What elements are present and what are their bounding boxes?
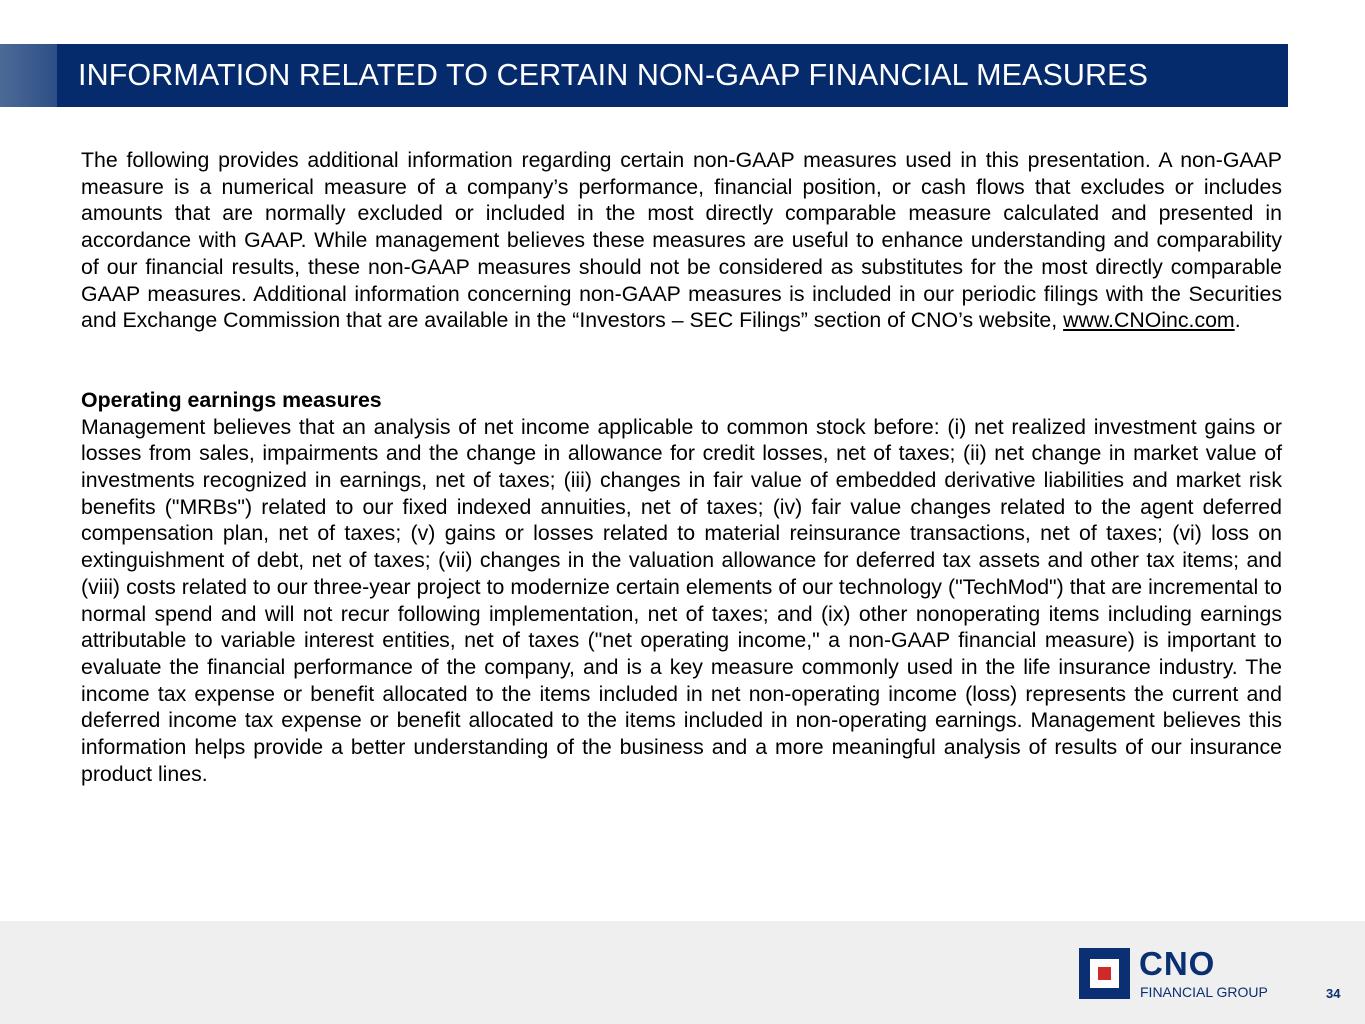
website-link[interactable]: www.CNOinc.com [1063, 308, 1235, 333]
page-number: 34 [1326, 986, 1341, 1001]
logo-name: CNO [1139, 945, 1216, 982]
logo-subtitle: FINANCIAL GROUP [1140, 984, 1268, 1000]
intro-end-punct: . [1234, 308, 1241, 333]
section-heading: Operating earnings measures [81, 387, 382, 412]
section-body: Management believes that an analysis of net income applicable to common stock before: (i) net realized investment gains or losses from sales, impairments and the change in allowance for credit losses, net of taxes; (ii) net change in market value of investments recognized in earnings, net of taxes; (iii) changes in fair value of embedded derivative liabilities and market risk benefits ("MRBs") related to our fixed indexed annuities, net of taxes; (iv) fair value changes related to the agent deferred compensation plan, net of taxes; (v) gains or losses related to material reinsurance transactions, net of taxes; (vi) loss on extinguishment of debt, net of taxes; (vii) changes in the valuation allowance for deferred tax assets and other tax items; and (viii) costs related to our three-year project to modernize certain elements of our technology ("TechMod") that are incremental to normal spend and will not recur following implementation, net of taxes; and (ix) other nonoperating items including earnings attributable to variable interest entities, net of taxes ("net operating income," a non-GAAP financial measure) is important to evaluate the financial performance of the company, and is a key measure commonly used in the life insurance industry. The income tax expense or benefit allocated to the items included in net non-operating income (loss) represents the current and deferred income tax expense or benefit allocated to the items included in non-operating earnings. Management believes this information helps provide a better understanding of the business and a more meaningful analysis of results of our insurance product lines. [81, 414, 1282, 786]
title-bar [57, 44, 1288, 107]
logo-mark-icon [1079, 948, 1130, 999]
main-content [81, 147, 1282, 787]
page-title: INFORMATION RELATED TO CERTAIN NON-GAAP FINANCIAL MEASURES [78, 58, 1149, 92]
intro-paragraph [81, 147, 1282, 334]
title-accent-block [0, 44, 57, 107]
intro-text: The following provides additional information regarding certain non-GAAP measures used in this presentation. A non-GAAP measure is a numerical measure of a company’s performance, financial position, or cash flows that excludes or includes amounts that are normally excluded or included in the most directly comparable measure calculated and presented in accordance with GAAP. While management believes these measures are useful to enhance understanding and comparability of our financial results, these non-GAAP measures should not be considered as substitutes for the most directly comparable GAAP measures. Additional information concerning non-GAAP measures is included in our periodic filings with the Securities and Exchange Commission that are available in the “Investors – SEC Filings” section of CNO’s website, [81, 148, 1282, 333]
cno-logo [1079, 945, 1285, 1000]
